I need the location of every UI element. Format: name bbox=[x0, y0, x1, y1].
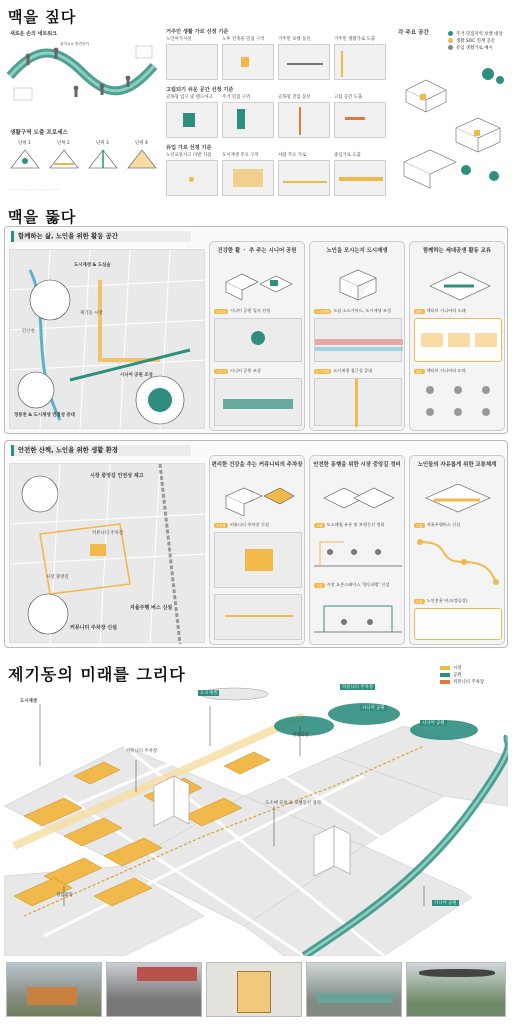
tag-label: 시니어 공원 조성 bbox=[229, 368, 261, 373]
right-title: 각 주요 공간 bbox=[398, 30, 429, 36]
tag-label: 도시재생 접근성 증대 bbox=[333, 368, 373, 373]
sub-tag bbox=[314, 368, 372, 374]
process-steps bbox=[8, 140, 158, 186]
render-photo bbox=[6, 962, 102, 1017]
sub-tag bbox=[214, 522, 269, 528]
sub-diagram bbox=[214, 594, 302, 640]
sub-diagram bbox=[414, 608, 502, 640]
band-title-2: 안전한 산책, 노인을 위한 생활 환경 bbox=[11, 445, 191, 456]
sub-tag bbox=[414, 522, 460, 528]
axon-building-icon bbox=[220, 266, 296, 302]
criteria-label: 거주민 보행 동선 bbox=[278, 37, 311, 42]
axon-building-icon bbox=[420, 480, 496, 516]
process-step-label: 단위 2 bbox=[57, 141, 70, 146]
legend-item bbox=[440, 678, 510, 685]
step-diagram-icon bbox=[48, 146, 80, 172]
sub-tag bbox=[214, 368, 261, 374]
master-plan-axonometric bbox=[4, 686, 508, 956]
right-legend bbox=[448, 30, 510, 51]
render-photo bbox=[406, 962, 506, 1017]
grid-title-3: 유입 가로 선정 기준 bbox=[166, 145, 212, 151]
process-step bbox=[8, 140, 41, 186]
map2-label: 시장 중앙길 안전성 제고 bbox=[90, 473, 144, 479]
legend-label: 생활 SOC 연계 공간 bbox=[456, 38, 495, 44]
legend-label: 공원 bbox=[453, 672, 462, 678]
sub-column-title: 편리한 건강을 추는 커뮤니티의 주차장 bbox=[211, 462, 303, 468]
map1-label: 안산천 bbox=[22, 329, 35, 334]
tag-label: 액티브 시니어의 도약 bbox=[426, 368, 466, 373]
criteria-label: 노인여가시설 bbox=[166, 37, 192, 42]
tag-category: 주차장 bbox=[216, 523, 226, 528]
activity-icons bbox=[418, 380, 498, 424]
map1-label: 정릉천 & 도시재생 연결성 증대 bbox=[14, 413, 75, 418]
process-note: · · · · · · · · · · · · · · · · · · · · · · bbox=[10, 188, 60, 192]
street-section bbox=[314, 532, 402, 576]
criteria-label: 도시재생 주요 구역 bbox=[222, 153, 259, 158]
section-3-title: 제기동의 미래를 그리다 bbox=[8, 665, 186, 684]
criteria-row-2 bbox=[166, 94, 388, 140]
plan-callout: 커뮤니티 주차장 bbox=[342, 685, 374, 690]
section-2-title: 맥을 뚫다 bbox=[8, 208, 77, 226]
section-1-title: 맥을 짚다 bbox=[8, 8, 77, 26]
legend-label: 주거 밀집지역 보행 대상 bbox=[456, 31, 503, 37]
plan-callout: 도소매 유통 & 보행동선 정리 bbox=[265, 801, 321, 806]
criteria-map bbox=[278, 44, 330, 80]
sub-column-active bbox=[409, 241, 505, 431]
tag-label: 시니어 공원 입지 선정 bbox=[229, 308, 271, 313]
axon-building-icon bbox=[320, 480, 396, 516]
legend-label: 시설 bbox=[453, 665, 462, 671]
plan-callout: 시니어 공원 bbox=[422, 721, 445, 726]
criteria-label: 골목형 입구 및 랜드마크 bbox=[166, 95, 213, 100]
tag-label: 시장 요존스페이스 '경동회랑' 신설 bbox=[326, 582, 390, 587]
render-photo bbox=[106, 962, 202, 1017]
axon-building-icon bbox=[320, 266, 396, 302]
criteria-map bbox=[166, 160, 218, 196]
sub-column-title: 함께하는 세대공생 활동 교류 bbox=[422, 248, 492, 254]
criteria-label: 주거 밀집 구역 bbox=[222, 95, 251, 100]
sub-column-urban-regen bbox=[309, 241, 405, 431]
criteria-label: 거주민 생활가로 도출 bbox=[334, 37, 375, 42]
map1-label: 시니어 공원 조성 bbox=[120, 373, 153, 378]
sub-diagram bbox=[214, 378, 302, 426]
process-step-label: 단위 4 bbox=[135, 141, 148, 146]
map2-label: 자율주행 버스 신설 bbox=[130, 605, 173, 611]
plan-callout: 경동회랑 bbox=[292, 733, 309, 738]
map2-label: 커뮤니티 주차장 bbox=[92, 531, 124, 536]
safety-map-drawing bbox=[10, 464, 206, 644]
legend-swatch bbox=[440, 666, 450, 670]
plan-callout: 시니어 공원 bbox=[434, 901, 457, 906]
map2-label: 시장 중앙길 bbox=[46, 575, 69, 580]
plan-callout: 도시재생 bbox=[200, 691, 217, 696]
criteria-map bbox=[334, 160, 386, 196]
criteria-map bbox=[334, 102, 386, 138]
criteria-map bbox=[222, 160, 274, 196]
process-step-label: 단위 1 bbox=[18, 141, 31, 146]
legend-item bbox=[440, 664, 510, 671]
concept-label: 새로운 손의 네트워크 bbox=[10, 31, 57, 37]
tag-category: 시장 bbox=[316, 523, 323, 528]
render-photo bbox=[306, 962, 402, 1017]
criteria-map bbox=[278, 160, 330, 196]
tag-category: 시니어 bbox=[216, 369, 226, 374]
panel-safety bbox=[4, 440, 508, 648]
plan-callout: 시니어 공원 bbox=[362, 706, 385, 711]
sub-diagram bbox=[314, 378, 402, 426]
process-title: 생활구역 도출 프로세스 bbox=[10, 130, 68, 136]
sub-diagram bbox=[214, 318, 302, 362]
sub-column-market bbox=[309, 455, 405, 645]
plan-callout: 경동회랑 bbox=[56, 893, 73, 898]
criteria-label: 고립 공간 도출 bbox=[334, 95, 363, 100]
tag-label: 도심 소도가이드, 도시재생 조성 bbox=[333, 308, 392, 313]
process-step-label: 단위 3 bbox=[96, 141, 109, 146]
sub-tag bbox=[414, 598, 468, 604]
panel-activity bbox=[4, 226, 508, 434]
criteria-map bbox=[166, 44, 218, 80]
axon-building-icon bbox=[424, 266, 494, 302]
criteria-map bbox=[222, 44, 274, 80]
sub-column-title: 건강한 활 ㆍ 추 주는 시니어 공원 bbox=[217, 248, 297, 254]
criteria-label: 골목형 진입 동선 bbox=[278, 95, 311, 100]
tag-label: 자율주행버스 신설 bbox=[426, 522, 461, 527]
tag-category: 교통 bbox=[416, 523, 423, 528]
criteria-label: 중심가로 도출 bbox=[334, 153, 361, 158]
sub-column-parking bbox=[209, 455, 305, 645]
sub-tag bbox=[214, 308, 270, 314]
process-step bbox=[47, 140, 80, 186]
legend-item bbox=[440, 671, 510, 678]
criteria-map bbox=[334, 44, 386, 80]
safety-map bbox=[9, 463, 205, 643]
legend-label: 유입 생활가로 예시 bbox=[456, 45, 493, 51]
legend-item bbox=[448, 37, 510, 44]
sub-column-title: 노인들의 자유롭게 위한 교통체계 bbox=[417, 462, 497, 468]
sub-diagram bbox=[214, 532, 302, 588]
sub-column-transit bbox=[409, 455, 505, 645]
criteria-map bbox=[166, 102, 218, 138]
activity-map-drawing bbox=[10, 250, 206, 430]
tag-label: 도소매업 유통 및 보행동선 정리 bbox=[326, 522, 385, 527]
sub-column-senior-park bbox=[209, 241, 305, 431]
street-section bbox=[314, 592, 402, 640]
tag-label: 노인전용 버스(정류장) bbox=[426, 598, 468, 603]
sub-tag bbox=[314, 522, 384, 528]
tag-label: 커뮤니티 주차장 신설 bbox=[229, 522, 269, 527]
band-title-1: 함께하는 삶, 노인을 위한 활동 공간 bbox=[11, 231, 191, 242]
tag-category: 활동 bbox=[416, 369, 423, 374]
criteria-map bbox=[278, 102, 330, 138]
tag-category: 활동 bbox=[416, 309, 423, 314]
network-illustration bbox=[6, 36, 158, 108]
grid-title-2: 고립되기 쉬운 공간 선정 기준 bbox=[166, 87, 234, 93]
bus-route-diagram bbox=[414, 532, 502, 592]
criteria-label: 노후 건축물 밀집 구역 bbox=[222, 37, 265, 42]
axon-building-icon bbox=[220, 480, 296, 516]
map1-label: 제기동 시장 bbox=[80, 311, 103, 316]
plan-callout: 커뮤니티 주차장 bbox=[126, 749, 158, 754]
tag-category: 시장 bbox=[316, 583, 323, 588]
process-step bbox=[86, 140, 119, 186]
sub-diagram bbox=[314, 318, 402, 362]
tag-category: 도시재생 bbox=[316, 309, 330, 314]
tag-category: 도시재생 bbox=[316, 369, 330, 374]
axon-illustrations bbox=[396, 50, 508, 195]
plan-callout: 도시재생 bbox=[20, 699, 37, 704]
legend-label: 커뮤니티 주차장 bbox=[453, 679, 485, 685]
criteria-row-1 bbox=[166, 36, 388, 82]
legend-swatch bbox=[440, 680, 450, 684]
step-diagram-icon bbox=[9, 146, 41, 172]
criteria-label: 사람 주요 가로 bbox=[278, 153, 307, 158]
path-label: 취약요소 발견하기 bbox=[60, 42, 89, 46]
process-step bbox=[125, 140, 158, 186]
sub-diagram bbox=[414, 318, 502, 362]
criteria-label: 노인교통사고 다발 지점 bbox=[166, 153, 212, 158]
sub-tag bbox=[414, 308, 466, 314]
step-diagram-icon bbox=[87, 146, 119, 172]
map2-label: 커뮤니티 주차장 신설 bbox=[70, 625, 117, 631]
sub-tag bbox=[314, 308, 391, 314]
step-diagram-icon bbox=[126, 146, 158, 172]
tag-category: 교통 bbox=[416, 599, 423, 604]
render-photo bbox=[206, 962, 302, 1017]
criteria-row-3 bbox=[166, 152, 388, 198]
tag-category: 시니어 bbox=[216, 309, 226, 314]
activity-map bbox=[9, 249, 205, 429]
sub-column-title: 노인을 모시는지 도시재생 bbox=[326, 248, 388, 254]
sub-tag bbox=[414, 368, 466, 374]
map1-label: 도시재생 & 도심숲 bbox=[74, 263, 111, 268]
sub-tag bbox=[314, 582, 390, 588]
sub-column-title: 안전한 동행을 위한 시장 중앙길 정비 bbox=[313, 462, 401, 468]
grid-title-1: 거주민 생활 가로 선정 기준 bbox=[166, 29, 229, 35]
legend-swatch bbox=[440, 673, 450, 677]
legend-item bbox=[448, 30, 510, 37]
tag-label: 액티브 시니어의 도래 bbox=[426, 308, 466, 313]
criteria-map bbox=[222, 102, 274, 138]
